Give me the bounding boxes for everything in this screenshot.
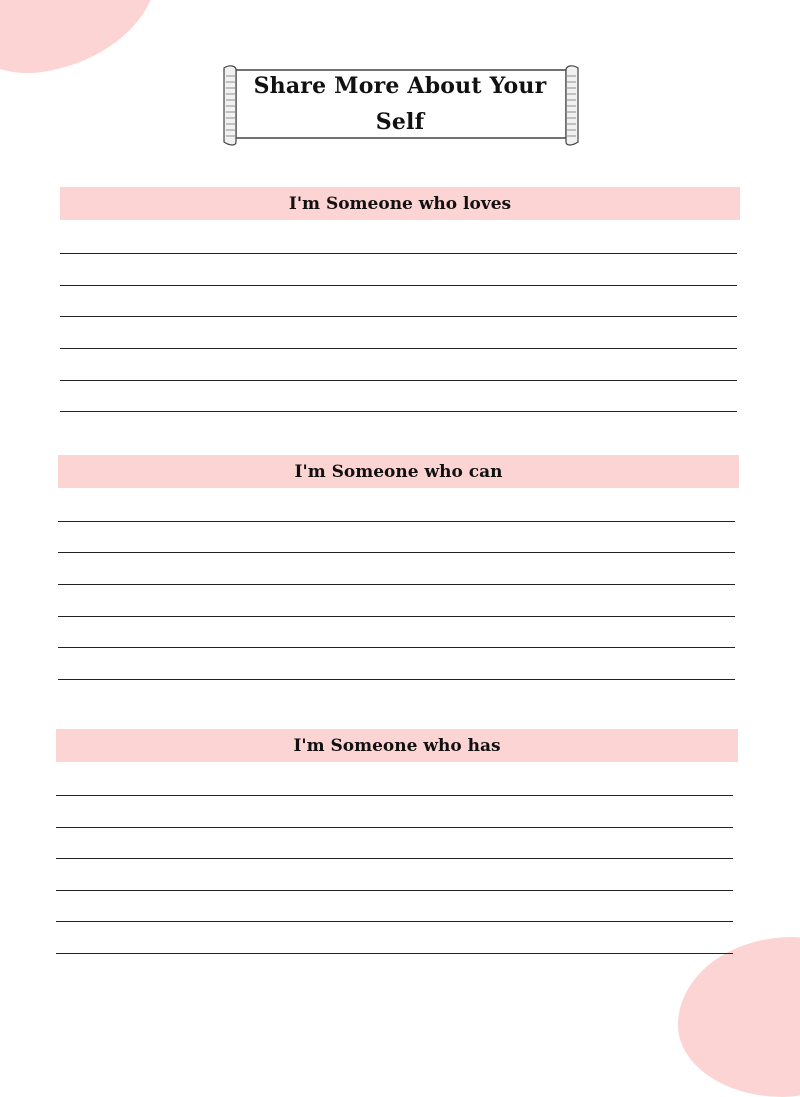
writing-line[interactable] [58,552,735,553]
writing-line[interactable] [58,521,735,522]
writing-line[interactable] [60,316,737,317]
decorative-blob-bottom-right [678,937,800,1097]
writing-line[interactable] [58,616,735,617]
section-header-can: I'm Someone who can [58,455,739,488]
title-banner [222,64,580,144]
writing-line[interactable] [58,584,735,585]
writing-line[interactable] [60,285,737,286]
writing-line[interactable] [58,679,735,680]
decorative-blob-top-left [0,0,171,84]
writing-line[interactable] [60,380,737,381]
writing-line[interactable] [58,647,735,648]
section-header-has: I'm Someone who has [56,729,738,762]
writing-line[interactable] [56,890,733,891]
writing-line[interactable] [60,411,737,412]
writing-line[interactable] [56,827,733,828]
section-header-loves: I'm Someone who loves [60,187,740,220]
writing-line[interactable] [56,953,733,954]
page-title: Share More About Your Self [253,73,547,135]
writing-line[interactable] [60,253,737,254]
writing-line[interactable] [56,858,733,859]
writing-line[interactable] [56,921,733,922]
writing-line[interactable] [60,348,737,349]
writing-line[interactable] [56,795,733,796]
